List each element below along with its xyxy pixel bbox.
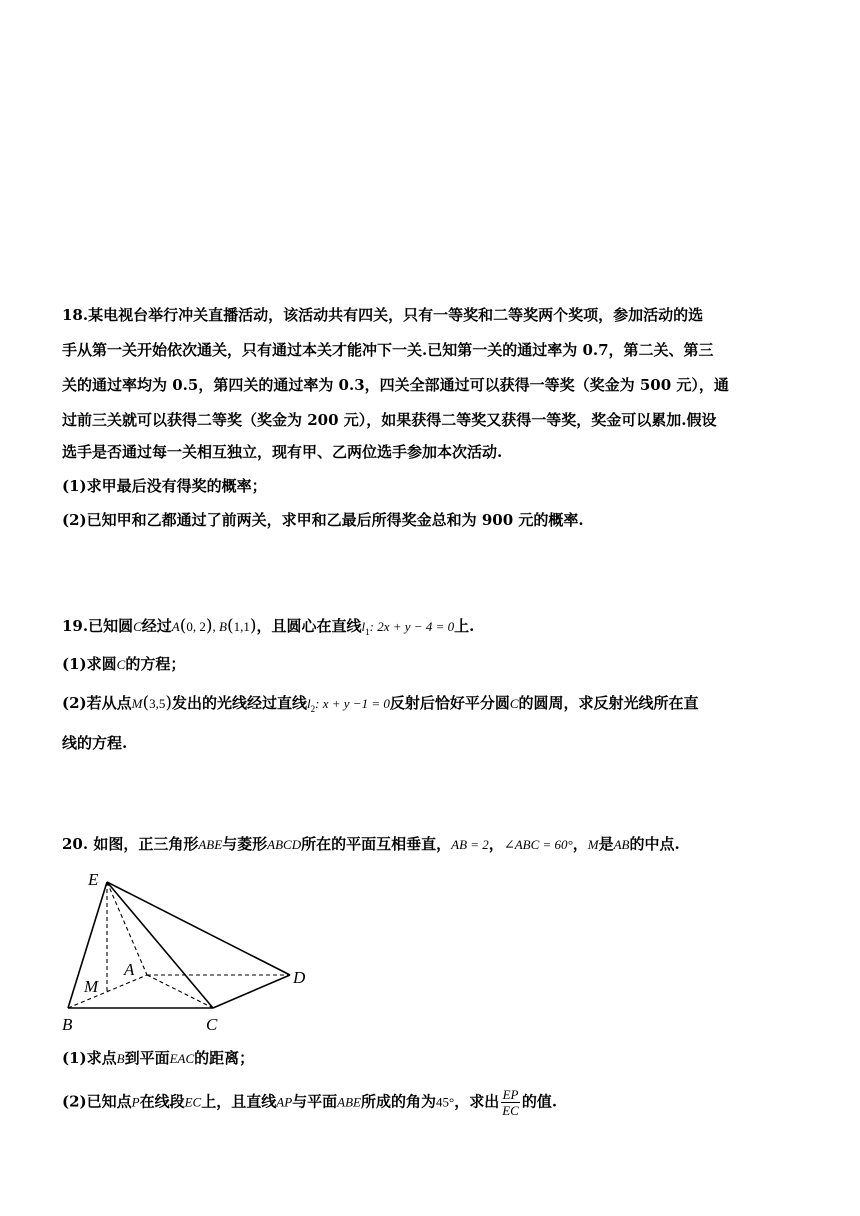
- q18-line-3: 关的通过率均为 0.5，第四关的通过率为 0.3，四关全部通过可以获得一等奖（奖金为 500 元），通: [62, 376, 729, 394]
- q20-part-1: (1)求点B到平面EAC的距离；: [62, 1049, 255, 1067]
- label-D: D: [293, 968, 306, 987]
- edge-EC: [107, 882, 213, 1008]
- label-E: E: [88, 870, 99, 889]
- pyramid-figure: [56, 862, 326, 1034]
- q19-line-1: 19.已知圆C经过A(0, 2), B(1,1)，且圆心在直线$l_1$: 2x + y − 4 = 0上.: [62, 616, 475, 637]
- q18-part-1: (1)求甲最后没有得奖的概率；: [62, 477, 267, 495]
- q18-line-2: 手从第一关开始依次通关，只有通过本关才能冲下一关.已知第一关的通过率为 0.7，第二关、第三: [62, 341, 714, 359]
- q18-line-1: 18.某电视台举行冲关直播活动，该活动共有四关，只有一等奖和二等奖两个奖项，参加活动的选: [62, 306, 704, 324]
- label-C: C: [206, 1015, 218, 1034]
- fraction-EP-over-EC: $\frac{EP}{EC}$: [502, 1087, 519, 1118]
- q20-line-1: 20. 如图，正三角形ABE与菱形ABCD所在的平面互相垂直，AB = 2，∠ABC = 60°，M是AB的中点.: [62, 835, 680, 853]
- edge-AC: [147, 975, 213, 1008]
- q20-part-2: (2)已知点P在线段EC上，且直线AP与平面ABE所成的角为45°，求出 $\frac{EP}{EC}$ 的值.: [62, 1087, 558, 1118]
- q19-part-1: (1)求圆C的方程；: [62, 655, 186, 673]
- q18-part-2: (2)已知甲和乙都通过了前两关，求甲和乙最后所得奖金总和为 900 元的概率.: [62, 511, 584, 529]
- edge-ED: [107, 882, 290, 975]
- q19-part-2: (2)若从点M(3,5)发出的光线经过直线$l_2$: x + y −1 = 0反射后恰好平分圆C的圆周，求反射光线所在直: [62, 693, 699, 714]
- label-M: M: [84, 977, 99, 996]
- edge-CD: [213, 975, 290, 1008]
- label-B: B: [62, 1015, 73, 1034]
- q18-line-5: 选手是否通过每一关相互独立，现有甲、乙两位选手参加本次活动.: [62, 443, 503, 461]
- label-A: A: [124, 960, 135, 979]
- edge-BA: [68, 975, 147, 1008]
- q19-part-2-cont: 线的方程.: [62, 734, 128, 752]
- q18-line-4: 过前三关就可以获得二等奖（奖金为 200 元），如果获得二等奖又获得一等奖，奖金可以累加.假设: [62, 411, 717, 429]
